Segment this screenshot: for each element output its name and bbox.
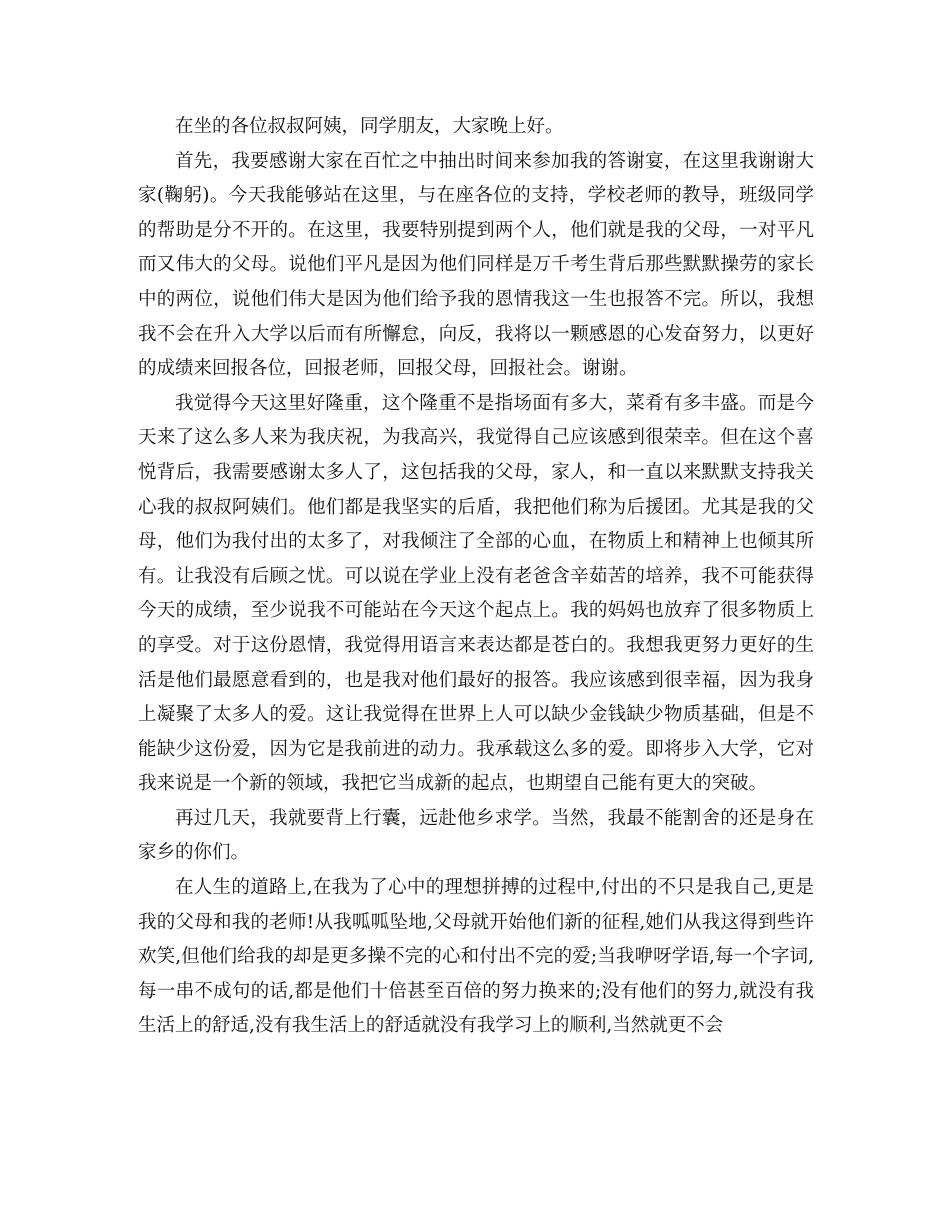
paragraph-gratitude: 我觉得今天这里好隆重，这个隆重不是指场面有多大，菜肴有多丰盛。而是今天来了这么多人来为我庆祝，为我高兴，我觉得自己应该感到很荣幸。但在这个喜悦背后，我需要感谢太多人了，这包括我的父母，家人，和一直以来默默支持我关心我的叔叔阿姨们。他们都是我坚实的后盾，我把他们称为后援团。尤其是我的父母，他们为我付出的太多了，对我倾注了全部的心血，在物质上和精神上也倾其所有。让我没有后顾之忧。可以说在学业上没有老爸含辛茹苦的培养，我不可能获得今天的成绩，至少说我不可能站在今天这个起点上。我的妈妈也放弃了很多物质上的享受。对于这份恩情，我觉得用语言来表达都是苍白的。我想我更努力更好的生活是他们最愿意看到的，也是我对他们最好的报答。我应该感到很幸福，因为我身上凝聚了太多人的爱。这让我觉得在世界上人可以缺少金钱缺少物质基础，但是不能缺少这份爱，因为它是我前进的动力。我承载这么多的爱。即将步入大学，它对我来说是一个新的领域，我把它当成新的起点，也期望自己能有更大的突破。 [138,392,814,795]
document-body [138,110,814,1044]
paragraph-farewell: 再过几天，我就要背上行囊，远赴他乡求学。当然，我最不能割舍的还是身在家乡的你们。 [138,807,814,864]
paragraph-parents: 在人生的道路上,在我为了心中的理想拼搏的过程中,付出的不只是我自己,更是我的父母和我的老师!从我呱呱坠地,父母就开始他们新的征程,她们从我这得到些许欢笑,但他们给我的却是更多操不完的心和付出不完的爱;当我咿呀学语,每一个字词,每一串不成句的话,都是他们十倍甚至百倍的努力换来的;没有他们的努力,就没有我生活上的舒适,没有我生活上的舒适就没有我学习上的顺利,当然就更不会 [138,877,814,1037]
paragraph-greeting: 在坐的各位叔叔阿姨，同学朋友，大家晚上好。 [175,116,564,137]
paragraph-thanks: 首先，我要感谢大家在百忙之中抽出时间来参加我的答谢宴，在这里我谢谢大家(鞠躬)。今天我能够站在这里，与在座各位的支持，学校老师的教导，班级同学的帮助是分不开的。在这里，我要特别提到两个人，他们就是我的父母，一对平凡而又伟大的父母。说他们平凡是因为他们同样是万千考生背后那些默默操劳的家长中的两位，说他们伟大是因为他们给予我的恩情我这一生也报答不完。所以，我想我不会在升入大学以后而有所懈怠，向反，我将以一颗感恩的心发奋努力，以更好的成绩来回报各位，回报老师，回报父母，回报社会。谢谢。 [138,150,814,380]
